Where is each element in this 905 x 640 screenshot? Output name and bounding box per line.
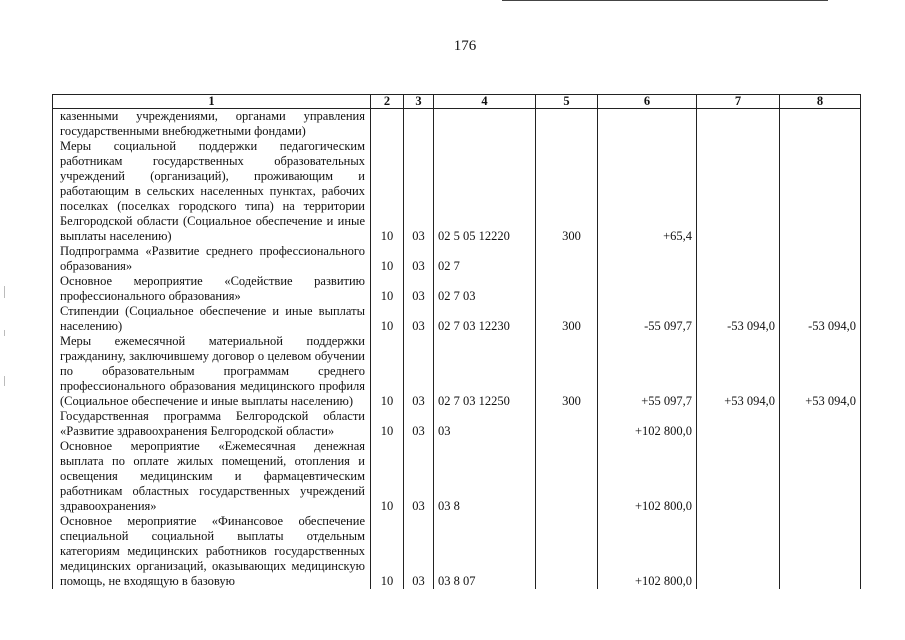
row-description: Основное мероприятие «Содействие развитию профессионального образования» bbox=[53, 274, 371, 304]
section-code bbox=[371, 109, 404, 140]
target-article-code bbox=[434, 109, 536, 140]
target-article-code: 03 8 bbox=[434, 439, 536, 514]
amount-col-6 bbox=[598, 274, 697, 304]
column-header-5: 5 bbox=[536, 95, 598, 109]
section-code: 10 bbox=[371, 139, 404, 244]
scan-mark bbox=[4, 286, 5, 298]
subsection-code: 03 bbox=[404, 304, 434, 334]
amount-col-6 bbox=[598, 244, 697, 274]
subsection-code bbox=[404, 109, 434, 140]
amount-col-6: -55 097,7 bbox=[598, 304, 697, 334]
amount-col-6 bbox=[598, 109, 697, 140]
column-header-1: 1 bbox=[53, 95, 371, 109]
subsection-code: 03 bbox=[404, 244, 434, 274]
amount-col-7 bbox=[697, 244, 780, 274]
top-rule bbox=[502, 0, 828, 1]
amount-col-6: +102 800,0 bbox=[598, 409, 697, 439]
section-code: 10 bbox=[371, 304, 404, 334]
expense-type-code bbox=[536, 109, 598, 140]
amount-col-8 bbox=[780, 139, 861, 244]
column-header-2: 2 bbox=[371, 95, 404, 109]
expense-type-code: 300 bbox=[536, 304, 598, 334]
section-code: 10 bbox=[371, 334, 404, 409]
amount-col-6: +65,4 bbox=[598, 139, 697, 244]
amount-col-7 bbox=[697, 109, 780, 140]
budget-table bbox=[52, 94, 861, 589]
page-number: 176 bbox=[453, 38, 477, 54]
column-header-7: 7 bbox=[697, 95, 780, 109]
table-row bbox=[53, 514, 861, 589]
expense-type-code bbox=[536, 274, 598, 304]
table-row bbox=[53, 139, 861, 244]
amount-col-7: -53 094,0 bbox=[697, 304, 780, 334]
amount-col-8 bbox=[780, 244, 861, 274]
row-description: Подпрограмма «Развитие среднего профессионального образования» bbox=[53, 244, 371, 274]
subsection-code: 03 bbox=[404, 139, 434, 244]
amount-col-8 bbox=[780, 409, 861, 439]
subsection-code: 03 bbox=[404, 439, 434, 514]
target-article-code: 03 8 07 bbox=[434, 514, 536, 589]
amount-col-8: +53 094,0 bbox=[780, 334, 861, 409]
expense-type-code: 300 bbox=[536, 334, 598, 409]
subsection-code: 03 bbox=[404, 409, 434, 439]
table-row bbox=[53, 109, 861, 140]
amount-col-7 bbox=[697, 514, 780, 589]
expense-type-code bbox=[536, 439, 598, 514]
amount-col-7 bbox=[697, 439, 780, 514]
amount-col-8 bbox=[780, 109, 861, 140]
table-row bbox=[53, 244, 861, 274]
target-article-code: 03 bbox=[434, 409, 536, 439]
row-description: казенными учреждениями, органами управления государственными внебюджетными фондами) bbox=[53, 109, 371, 140]
column-header-4: 4 bbox=[434, 95, 536, 109]
section-code: 10 bbox=[371, 244, 404, 274]
target-article-code: 02 7 bbox=[434, 244, 536, 274]
amount-col-7 bbox=[697, 274, 780, 304]
scan-mark bbox=[4, 330, 5, 336]
amount-col-7: +53 094,0 bbox=[697, 334, 780, 409]
subsection-code: 03 bbox=[404, 274, 434, 304]
amount-col-6: +102 800,0 bbox=[598, 514, 697, 589]
expense-type-code bbox=[536, 244, 598, 274]
table-row bbox=[53, 274, 861, 304]
table-row bbox=[53, 439, 861, 514]
amount-col-8: -53 094,0 bbox=[780, 304, 861, 334]
section-code: 10 bbox=[371, 409, 404, 439]
amount-col-7 bbox=[697, 409, 780, 439]
row-description: Основное мероприятие «Ежемесячная денежная выплата по оплате жилых помещений, отопления и освещения медицинским и фармацевтическим работникам областных государственных учреждений здравоохранения» bbox=[53, 439, 371, 514]
amount-col-8 bbox=[780, 274, 861, 304]
row-description: Меры ежемесячной материальной поддержки гражданину, заключившему договор о целевом обучении по образовательным программам среднего профессионального образования медицинского профиля (Социальное обеспечение и иные выплаты населению) bbox=[53, 334, 371, 409]
expense-type-code bbox=[536, 514, 598, 589]
section-code: 10 bbox=[371, 439, 404, 514]
target-article-code: 02 7 03 12250 bbox=[434, 334, 536, 409]
scan-mark bbox=[4, 376, 5, 386]
row-description: Государственная программа Белгородской области «Развитие здравоохранения Белгородской области» bbox=[53, 409, 371, 439]
expense-type-code: 300 bbox=[536, 139, 598, 244]
header-row bbox=[53, 95, 861, 109]
column-header-6: 6 bbox=[598, 95, 697, 109]
section-code: 10 bbox=[371, 514, 404, 589]
target-article-code: 02 7 03 12230 bbox=[434, 304, 536, 334]
row-description: Основное мероприятие «Финансовое обеспечение специальной социальной выплаты отдельным категориям медицинских работников государственных медицинских организаций, оказывающих медицинскую помощь, не входящую в базовую bbox=[53, 514, 371, 589]
row-description: Меры социальной поддержки педагогическим работникам государственных образовательных учреждений (организаций), проживающим и работающим в сельских населенных пунктах, рабочих поселках (поселках городского типа) на территории Белгородской области (Социальное обеспечение и иные выплаты населению) bbox=[53, 139, 371, 244]
amount-col-7 bbox=[697, 139, 780, 244]
column-header-3: 3 bbox=[404, 95, 434, 109]
subsection-code: 03 bbox=[404, 334, 434, 409]
target-article-code: 02 5 05 12220 bbox=[434, 139, 536, 244]
target-article-code: 02 7 03 bbox=[434, 274, 536, 304]
amount-col-6: +102 800,0 bbox=[598, 439, 697, 514]
amount-col-8 bbox=[780, 514, 861, 589]
table-row bbox=[53, 304, 861, 334]
subsection-code: 03 bbox=[404, 514, 434, 589]
section-code: 10 bbox=[371, 274, 404, 304]
row-description: Стипендии (Социальное обеспечение и иные выплаты населению) bbox=[53, 304, 371, 334]
amount-col-6: +55 097,7 bbox=[598, 334, 697, 409]
amount-col-8 bbox=[780, 439, 861, 514]
column-header-8: 8 bbox=[780, 95, 861, 109]
table-row bbox=[53, 334, 861, 409]
table-row bbox=[53, 409, 861, 439]
expense-type-code bbox=[536, 409, 598, 439]
